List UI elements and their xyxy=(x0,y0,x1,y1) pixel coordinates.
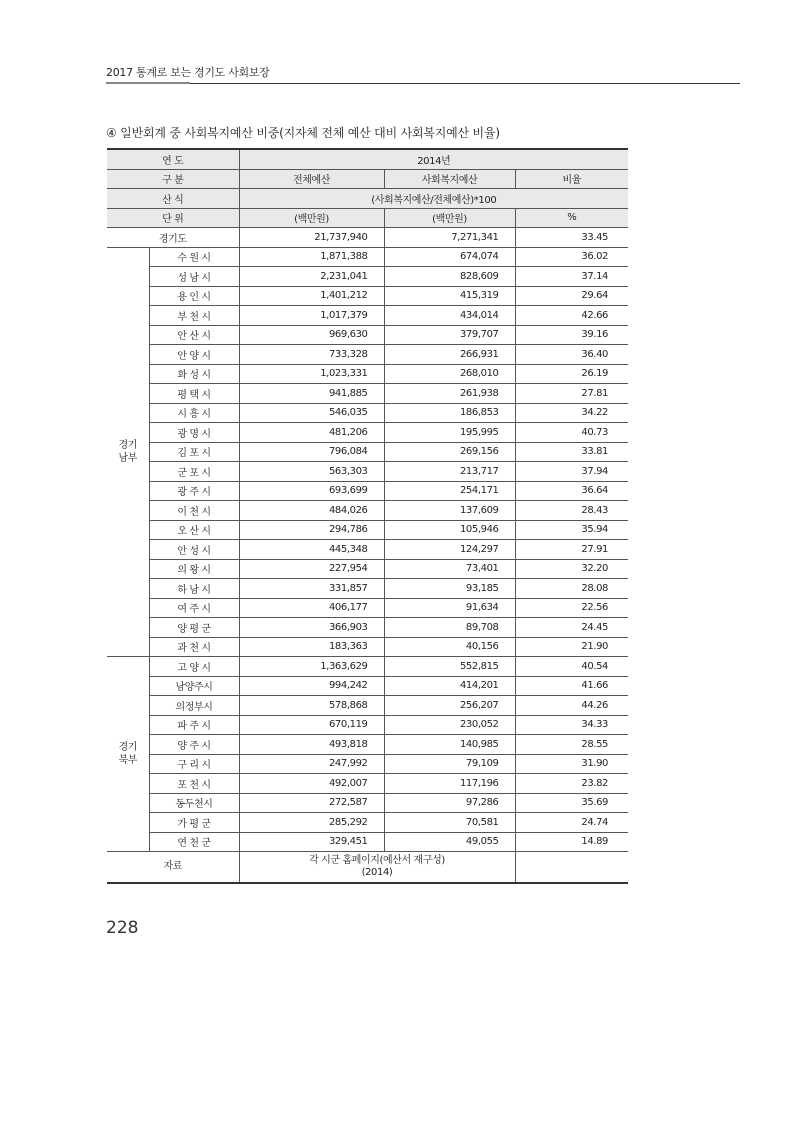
table-row xyxy=(107,832,628,852)
table-row xyxy=(107,423,628,443)
welfare-ratio: 35.69 xyxy=(515,793,628,813)
total-budget: 406,177 xyxy=(239,598,384,618)
table-row xyxy=(107,481,628,501)
table-row xyxy=(107,715,628,735)
welfare-budget: 828,609 xyxy=(384,267,515,287)
welfare-ratio: 36.40 xyxy=(515,345,628,365)
city-name: 양 주 시 xyxy=(149,735,239,755)
city-name: 군 포 시 xyxy=(149,462,239,482)
total-budget: 1,871,388 xyxy=(239,247,384,267)
page-number: 228 xyxy=(106,918,139,938)
welfare-ratio: 14.89 xyxy=(515,832,628,852)
city-name: 의정부시 xyxy=(149,696,239,716)
total-budget: 481,206 xyxy=(239,423,384,443)
city-name: 구 리 시 xyxy=(149,754,239,774)
welfare-ratio: 27.91 xyxy=(515,540,628,560)
table-row xyxy=(107,657,628,677)
source-value: 각 시군 홈페이지(예산서 재구성) (2014) xyxy=(239,852,515,884)
total-budget: 796,084 xyxy=(239,442,384,462)
city-name: 광 주 시 xyxy=(149,481,239,501)
total-budget: 1,401,212 xyxy=(239,286,384,306)
table-row xyxy=(107,637,628,657)
table-row xyxy=(107,325,628,345)
table-row xyxy=(107,462,628,482)
city-name: 김 포 시 xyxy=(149,442,239,462)
welfare-budget: 266,931 xyxy=(384,345,515,365)
total-budget: 366,903 xyxy=(239,618,384,638)
total-budget: 994,242 xyxy=(239,676,384,696)
welfare-budget: 552,815 xyxy=(384,657,515,677)
city-name: 오 산 시 xyxy=(149,520,239,540)
total-budget: 329,451 xyxy=(239,832,384,852)
total-budget: 183,363 xyxy=(239,637,384,657)
table-row xyxy=(107,618,628,638)
welfare-budget: 415,319 xyxy=(384,286,515,306)
source-label: 자료 xyxy=(107,852,239,884)
city-name: 이 천 시 xyxy=(149,501,239,521)
total-budget: 1,017,379 xyxy=(239,306,384,326)
welfare-ratio: 40.54 xyxy=(515,657,628,677)
table-row xyxy=(107,696,628,716)
welfare-budget: 140,985 xyxy=(384,735,515,755)
welfare-ratio: 26.19 xyxy=(515,364,628,384)
table-row xyxy=(107,774,628,794)
province-total: 21,737,940 xyxy=(239,228,384,248)
welfare-budget: 40,156 xyxy=(384,637,515,657)
region-south-label: 경기 남부 xyxy=(107,247,149,657)
welfare-ratio: 24.45 xyxy=(515,618,628,638)
welfare-budget: 137,609 xyxy=(384,501,515,521)
welfare-budget: 414,201 xyxy=(384,676,515,696)
table-row xyxy=(107,501,628,521)
table-row xyxy=(107,540,628,560)
city-name: 여 주 시 xyxy=(149,598,239,618)
welfare-ratio: 41.66 xyxy=(515,676,628,696)
table-row xyxy=(107,579,628,599)
welfare-ratio: 24.74 xyxy=(515,813,628,833)
formula-value: (사회복지예산/전체예산)*100 xyxy=(239,189,628,209)
welfare-budget: 91,634 xyxy=(384,598,515,618)
total-budget: 331,857 xyxy=(239,579,384,599)
total-budget: 285,292 xyxy=(239,813,384,833)
welfare-ratio: 31.90 xyxy=(515,754,628,774)
year-value: 2014년 xyxy=(239,149,628,169)
table-row xyxy=(107,559,628,579)
welfare-budget: 230,052 xyxy=(384,715,515,735)
city-name: 성 남 시 xyxy=(149,267,239,287)
welfare-budget: 213,717 xyxy=(384,462,515,482)
header-rule xyxy=(190,83,740,84)
city-name: 포 천 시 xyxy=(149,774,239,794)
welfare-budget: 49,055 xyxy=(384,832,515,852)
welfare-budget: 70,581 xyxy=(384,813,515,833)
city-name: 용 인 시 xyxy=(149,286,239,306)
city-name: 시 흥 시 xyxy=(149,403,239,423)
city-name: 하 남 시 xyxy=(149,579,239,599)
welfare-budget: 117,196 xyxy=(384,774,515,794)
welfare-ratio: 32.20 xyxy=(515,559,628,579)
total-budget: 272,587 xyxy=(239,793,384,813)
province-name: 경기도 xyxy=(107,228,239,248)
col-header-welfare: 사회복지예산 xyxy=(384,169,515,189)
total-budget: 969,630 xyxy=(239,325,384,345)
table-row xyxy=(107,442,628,462)
welfare-ratio: 37.14 xyxy=(515,267,628,287)
welfare-ratio: 34.22 xyxy=(515,403,628,423)
city-name: 동두천시 xyxy=(149,793,239,813)
city-name: 안 산 시 xyxy=(149,325,239,345)
welfare-budget: 269,156 xyxy=(384,442,515,462)
welfare-ratio: 29.64 xyxy=(515,286,628,306)
table-row xyxy=(107,286,628,306)
welfare-budget: 105,946 xyxy=(384,520,515,540)
table-row xyxy=(107,520,628,540)
welfare-budget: 261,938 xyxy=(384,384,515,404)
welfare-budget: 256,207 xyxy=(384,696,515,716)
col-header-ratio: 비율 xyxy=(515,169,628,189)
total-budget: 1,023,331 xyxy=(239,364,384,384)
table-row xyxy=(107,793,628,813)
welfare-ratio: 39.16 xyxy=(515,325,628,345)
total-budget: 294,786 xyxy=(239,520,384,540)
welfare-budget-table xyxy=(107,148,628,884)
table-row xyxy=(107,247,628,267)
welfare-budget: 674,074 xyxy=(384,247,515,267)
table-row xyxy=(107,345,628,365)
formula-label: 산 식 xyxy=(107,189,239,209)
welfare-budget: 73,401 xyxy=(384,559,515,579)
year-label: 연 도 xyxy=(107,149,239,169)
total-budget: 2,231,041 xyxy=(239,267,384,287)
table-row xyxy=(107,813,628,833)
welfare-ratio: 44.26 xyxy=(515,696,628,716)
table-row xyxy=(107,598,628,618)
city-name: 의 왕 시 xyxy=(149,559,239,579)
province-row xyxy=(107,228,628,248)
category-row xyxy=(107,169,628,189)
total-budget: 733,328 xyxy=(239,345,384,365)
table-row xyxy=(107,364,628,384)
welfare-budget: 195,995 xyxy=(384,423,515,443)
running-header: 2017 통계로 보는 경기도 사회보장 xyxy=(106,66,270,79)
welfare-ratio: 21.90 xyxy=(515,637,628,657)
unit-row xyxy=(107,208,628,228)
city-name: 안 양 시 xyxy=(149,345,239,365)
city-name: 광 명 시 xyxy=(149,423,239,443)
year-row xyxy=(107,149,628,169)
city-name: 가 평 군 xyxy=(149,813,239,833)
welfare-budget: 93,185 xyxy=(384,579,515,599)
city-name: 수 원 시 xyxy=(149,247,239,267)
total-budget: 493,818 xyxy=(239,735,384,755)
header-rule-accent xyxy=(106,82,190,84)
welfare-ratio: 27.81 xyxy=(515,384,628,404)
city-name: 안 성 시 xyxy=(149,540,239,560)
total-budget: 445,348 xyxy=(239,540,384,560)
table-row xyxy=(107,754,628,774)
total-budget: 247,992 xyxy=(239,754,384,774)
formula-row xyxy=(107,189,628,209)
table-row xyxy=(107,267,628,287)
city-name: 양 평 군 xyxy=(149,618,239,638)
province-ratio: 33.45 xyxy=(515,228,628,248)
source-row xyxy=(107,852,628,884)
total-budget: 670,119 xyxy=(239,715,384,735)
table-row xyxy=(107,403,628,423)
welfare-budget: 254,171 xyxy=(384,481,515,501)
welfare-budget: 379,707 xyxy=(384,325,515,345)
welfare-ratio: 35.94 xyxy=(515,520,628,540)
city-name: 연 천 군 xyxy=(149,832,239,852)
welfare-ratio: 36.02 xyxy=(515,247,628,267)
welfare-budget: 79,109 xyxy=(384,754,515,774)
city-name: 과 천 시 xyxy=(149,637,239,657)
welfare-ratio: 28.55 xyxy=(515,735,628,755)
table-row xyxy=(107,306,628,326)
city-name: 남양주시 xyxy=(149,676,239,696)
welfare-budget: 434,014 xyxy=(384,306,515,326)
welfare-ratio: 37.94 xyxy=(515,462,628,482)
city-name: 부 천 시 xyxy=(149,306,239,326)
source-empty-cell xyxy=(515,852,628,884)
unit-welfare: (백만원) xyxy=(384,208,515,228)
total-budget: 1,363,629 xyxy=(239,657,384,677)
table-row xyxy=(107,676,628,696)
col-header-total: 전체예산 xyxy=(239,169,384,189)
welfare-ratio: 42.66 xyxy=(515,306,628,326)
welfare-ratio: 28.43 xyxy=(515,501,628,521)
welfare-ratio: 34.33 xyxy=(515,715,628,735)
unit-label: 단 위 xyxy=(107,208,239,228)
city-name: 평 택 시 xyxy=(149,384,239,404)
total-budget: 227,954 xyxy=(239,559,384,579)
table-row xyxy=(107,384,628,404)
city-name: 파 주 시 xyxy=(149,715,239,735)
welfare-ratio: 28.08 xyxy=(515,579,628,599)
section-title: ④ 일반회계 중 사회복지예산 비중(지자체 전체 예산 대비 사회복지예산 비율) xyxy=(106,126,500,140)
province-welfare: 7,271,341 xyxy=(384,228,515,248)
table-row xyxy=(107,735,628,755)
welfare-ratio: 40.73 xyxy=(515,423,628,443)
welfare-budget: 89,708 xyxy=(384,618,515,638)
city-name: 고 양 시 xyxy=(149,657,239,677)
unit-total: (백만원) xyxy=(239,208,384,228)
welfare-ratio: 33.81 xyxy=(515,442,628,462)
welfare-ratio: 23.82 xyxy=(515,774,628,794)
welfare-ratio: 36.64 xyxy=(515,481,628,501)
total-budget: 563,303 xyxy=(239,462,384,482)
category-label: 구 분 xyxy=(107,169,239,189)
welfare-budget: 186,853 xyxy=(384,403,515,423)
total-budget: 578,868 xyxy=(239,696,384,716)
unit-ratio: % xyxy=(515,208,628,228)
region-north-label: 경기 북부 xyxy=(107,657,149,852)
welfare-budget: 268,010 xyxy=(384,364,515,384)
total-budget: 492,007 xyxy=(239,774,384,794)
total-budget: 693,699 xyxy=(239,481,384,501)
welfare-ratio: 22.56 xyxy=(515,598,628,618)
total-budget: 484,026 xyxy=(239,501,384,521)
total-budget: 941,885 xyxy=(239,384,384,404)
welfare-budget: 124,297 xyxy=(384,540,515,560)
welfare-budget: 97,286 xyxy=(384,793,515,813)
total-budget: 546,035 xyxy=(239,403,384,423)
city-name: 화 성 시 xyxy=(149,364,239,384)
